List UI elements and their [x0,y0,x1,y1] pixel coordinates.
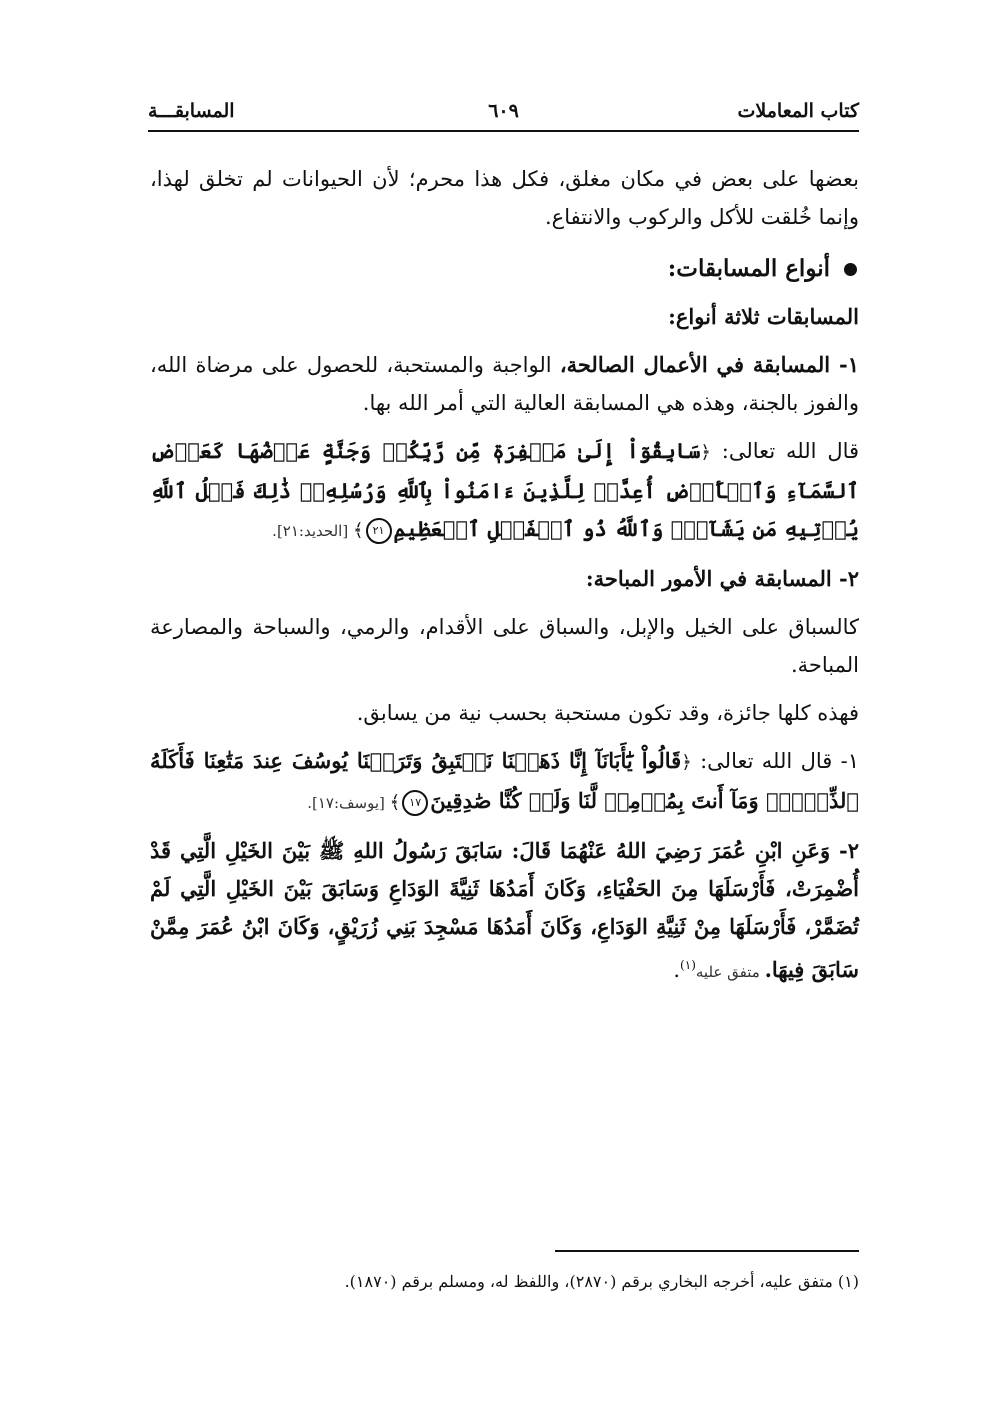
footnote: (١) متفق عليه، أخرجه البخاري برقم (٢٨٧٠)، واللفظ له، ومسلم برقم (١٨٧٠). [344,1272,859,1291]
section-heading-text: أنواع المسابقات: [667,255,830,282]
quran-verse-text: سَابِقُوٓاْ إِلَىٰ مَغۡفِرَةٖ مِّن رَّبِّكُمۡ وَجَنَّةٍ عَرۡضُهَا كَعَرۡضِ ٱلسَّمَآءِ وَٱلۡأَرۡضِ أُعِدَّتۡ لِلَّذِينَ ءَامَنُواْ بِٱللَّهِ وَرُسُلِهِۦۚ ذَٰلِكَ فَضۡلُ ٱللَّهِ يُؤۡتِيهِ مَن يَشَآءُۚ وَٱللَّهُ ذُو ٱلۡفَضۡلِ ٱلۡعَظِيمِ [150,438,859,541]
hadith-reference: متفق عليه [695,963,765,981]
sentence-end: . [673,958,681,982]
type-1-paragraph [150,346,859,422]
type-2-note: فهذه كلها جائزة، وقد تكون مستحبة بحسب نية من يسابق. [356,701,859,725]
section-heading [150,250,859,288]
page-number: ٦٠٩ [488,100,519,122]
hadith-text: ٢- وَعَنِ ابْنِ عُمَرَ رَضِيَ اللهُ عَنْهُمَا قَالَ: سَابَقَ رَسُولُ اللهِ ﷺ بَيْنَ الخَيْلِ الَّتِي قَدْ أُضْمِرَتْ، فَأَرْسَلَهَا مِنَ الحَفْيَاءِ، وَكَانَ أَمَدُهَا ثَنِيَّةَ الوَدَاعِ وَسَابَقَ بَيْنَ الخَيْلِ الَّتِي لَمْ تُضَمَّرْ، فَأَرْسَلَهَا مِنْ ثَنِيَّةِ الوَدَاعِ، وَكَانَ أَمَدُهَا مَسْجِدَ بَنِي زُرَيْقٍ، وَكَانَ ابْنُ عُمَرَ مِمَّنْ سَابَقَ فِيهَا. [150,838,859,982]
ayah-number-marker: ٢١ [366,518,392,544]
evidence-1-intro: ١- قال الله تعالى: [691,749,859,773]
ayah-number-marker: ١٧ [402,790,428,816]
quote-intro: قال الله تعالى: [710,439,860,463]
type-1-text: الواجبة والمستحبة، للحصول على مرضاة الله، والفوز بالجنة، وهذه هي المسابقة العالية التي أمر الله بها. [150,353,859,415]
type-2-text: كالسباق على الخيل والإبل، والسباق على الأقدام، والرمي، والسباحة والمصارعة المباحة. [150,615,859,677]
page-body [150,160,859,991]
evidence-1 [150,742,859,822]
ornate-bracket-close-icon: ﴾ [352,520,364,541]
type-1-title: ١- المسابقة في الأعمال الصالحة، [559,352,859,377]
book-title: كتاب المعاملات [737,100,859,122]
ornate-bracket-open-icon: ﴿ [681,752,692,773]
verse-reference: [الحديد:٢١]. [272,522,353,540]
verse-reference: [يوسف:١٧]. [307,794,390,812]
evidence-2 [150,832,859,991]
chapter-title: المسابقـــة [148,100,235,122]
ornate-bracket-open-icon: ﴿ [700,442,711,463]
header-divider [148,130,859,132]
page-header [148,96,859,130]
footnote-marker: (١) [680,958,696,972]
quran-verse-text: قَالُواْ يَٰٓأَبَانَآ إِنَّا ذَهَبۡنَا نَسۡتَبِقُ وَتَرَكۡنَا يُوسُفَ عِندَ مَتَٰعِنَا فَأَكَلَهُ ٱلذِّئۡبُۖ وَمَآ أَنتَ بِمُؤۡمِنٖ لَّنَا وَلَوۡ كُنَّا صَٰدِقِينَ [150,748,859,813]
footnote-divider [555,1250,859,1252]
type-2-title: ٢- المسابقة في الأمور المباحة: [585,566,859,591]
bullet-icon [844,263,857,276]
ornate-bracket-close-icon: ﴾ [389,792,401,813]
quran-quote-hadid [150,432,859,550]
types-subheading: المسابقات ثلاثة أنواع: [668,304,859,329]
intro-paragraph: بعضها على بعض في مكان مغلق، فكل هذا محرم؛ لأن الحيوانات لم تخلق لهذا، وإنما خُلقت للأكل والركوب والانتفاع. [150,167,859,229]
